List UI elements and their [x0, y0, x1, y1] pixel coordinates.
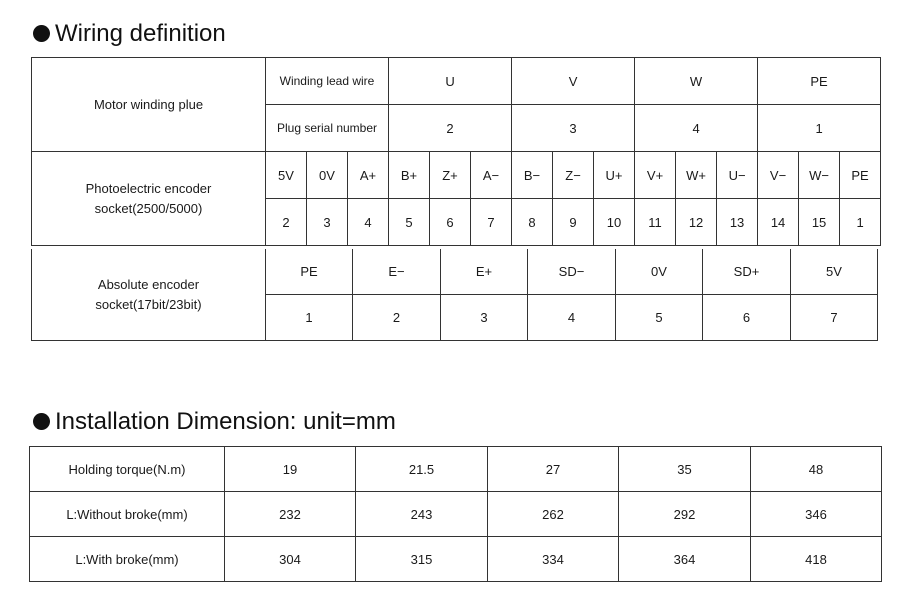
- photo-signal-cell: V−: [758, 152, 799, 199]
- table-row: [30, 537, 882, 582]
- wiring-table: [31, 57, 881, 246]
- absolute-signal-cell: SD−: [528, 249, 616, 295]
- photo-signal-cell: B+: [389, 152, 430, 199]
- wiring-definition-heading: [33, 20, 226, 48]
- absolute-pin-cell: 6: [703, 295, 791, 341]
- photo-pin-cell: 12: [676, 199, 717, 246]
- value-cell: 35: [619, 447, 751, 492]
- photo-pin-cell: 3: [307, 199, 348, 246]
- value-cell: 334: [488, 537, 619, 582]
- absolute-pin-cell: 3: [441, 295, 528, 341]
- bullet-icon: [33, 25, 50, 42]
- value-cell: 364: [619, 537, 751, 582]
- absolute-encoder-table: [31, 249, 878, 341]
- photo-pin-cell: 1: [840, 199, 881, 246]
- photo-pin-cell: 11: [635, 199, 676, 246]
- value-cell: 21.5: [356, 447, 488, 492]
- wiring-definition-title: Wiring definition: [55, 20, 226, 47]
- photo-pin-cell: 10: [594, 199, 635, 246]
- table-row: [30, 447, 882, 492]
- value-cell: 346: [751, 492, 882, 537]
- photo-signal-cell: Z−: [553, 152, 594, 199]
- photo-pin-cell: 14: [758, 199, 799, 246]
- absolute-signal-cell: 5V: [791, 249, 878, 295]
- plug-cell: 4: [635, 105, 758, 152]
- row-label: L:With broke(mm): [30, 537, 225, 582]
- photo-pin-cell: 6: [430, 199, 471, 246]
- photo-signal-cell: PE: [840, 152, 881, 199]
- photo-encoder-label-cell: [32, 152, 266, 246]
- lead-cell: V: [512, 58, 635, 105]
- photo-encoder-label-line2: socket(2500/5000): [94, 200, 203, 216]
- absolute-signal-row: [32, 249, 878, 295]
- lead-cell: U: [389, 58, 512, 105]
- value-cell: 304: [225, 537, 356, 582]
- photo-signal-cell: W+: [676, 152, 717, 199]
- photo-signal-cell: W−: [799, 152, 840, 199]
- value-cell: 48: [751, 447, 882, 492]
- value-cell: 262: [488, 492, 619, 537]
- photo-signal-cell: B−: [512, 152, 553, 199]
- photo-signal-cell: Z+: [430, 152, 471, 199]
- absolute-encoder-label-cell: [32, 249, 266, 341]
- value-cell: 27: [488, 447, 619, 492]
- absolute-pin-cell: 2: [353, 295, 441, 341]
- value-cell: 19: [225, 447, 356, 492]
- row-label: Holding torque(N.m): [30, 447, 225, 492]
- photo-pin-cell: 15: [799, 199, 840, 246]
- photo-pin-cell: 7: [471, 199, 512, 246]
- photo-signal-cell: 5V: [266, 152, 307, 199]
- absolute-pin-cell: 1: [266, 295, 353, 341]
- absolute-signal-cell: SD+: [703, 249, 791, 295]
- absolute-signal-cell: PE: [266, 249, 353, 295]
- installation-table: [29, 446, 882, 582]
- value-cell: 243: [356, 492, 488, 537]
- absolute-pin-cell: 5: [616, 295, 703, 341]
- absolute-signal-cell: 0V: [616, 249, 703, 295]
- photo-encoder-label-line1: Photoelectric encoder: [85, 180, 212, 196]
- photo-signal-cell: A−: [471, 152, 512, 199]
- motor-winding-label-cell: [32, 58, 266, 152]
- lead-cell: PE: [758, 58, 881, 105]
- photo-signal-cell: A+: [348, 152, 389, 199]
- plug-cell: 1: [758, 105, 881, 152]
- absolute-encoder-label-line2: socket(17bit/23bit): [95, 296, 202, 312]
- winding-lead-wire-label: Winding lead wire: [266, 58, 389, 105]
- value-cell: 418: [751, 537, 882, 582]
- value-cell: 292: [619, 492, 751, 537]
- bullet-icon: [33, 413, 50, 430]
- photo-pin-cell: 8: [512, 199, 553, 246]
- row-label: L:Without broke(mm): [30, 492, 225, 537]
- photo-pin-cell: 4: [348, 199, 389, 246]
- photo-signal-row: [32, 152, 881, 199]
- lead-cell: W: [635, 58, 758, 105]
- absolute-signal-cell: E−: [353, 249, 441, 295]
- photo-signal-cell: U−: [717, 152, 758, 199]
- plug-cell: 3: [512, 105, 635, 152]
- photo-signal-cell: U+: [594, 152, 635, 199]
- photo-signal-cell: V+: [635, 152, 676, 199]
- absolute-signal-cell: E+: [441, 249, 528, 295]
- photo-pin-cell: 9: [553, 199, 594, 246]
- photo-pin-cell: 5: [389, 199, 430, 246]
- absolute-pin-cell: 7: [791, 295, 878, 341]
- photo-pin-cell: 2: [266, 199, 307, 246]
- photo-pin-cell: 13: [717, 199, 758, 246]
- installation-dimension-heading: [33, 408, 396, 436]
- table-row: [30, 492, 882, 537]
- plug-cell: 2: [389, 105, 512, 152]
- plug-serial-number-label: Plug serial number: [266, 105, 389, 152]
- photo-signal-cell: 0V: [307, 152, 348, 199]
- value-cell: 232: [225, 492, 356, 537]
- installation-dimension-title: Installation Dimension: unit=mm: [55, 408, 396, 435]
- value-cell: 315: [356, 537, 488, 582]
- motor-winding-label: Motor winding plue: [93, 96, 204, 112]
- absolute-encoder-label-line1: Absolute encoder: [97, 276, 200, 292]
- motor-lead-row: [32, 58, 881, 105]
- absolute-pin-cell: 4: [528, 295, 616, 341]
